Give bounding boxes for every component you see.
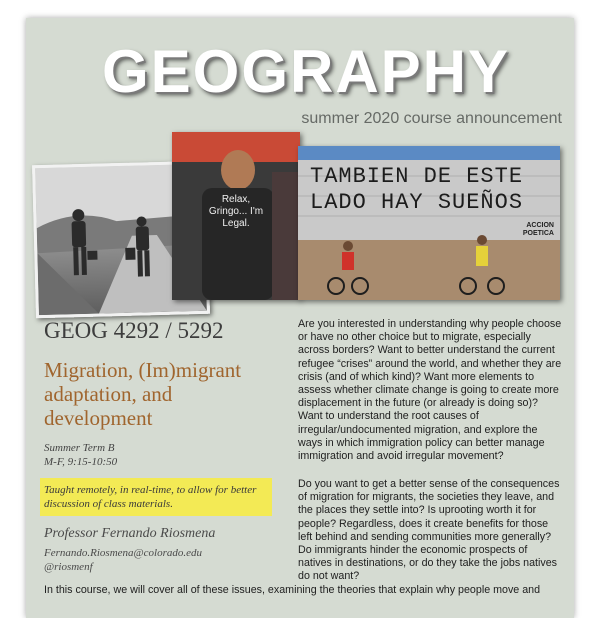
page-subtitle: summer 2020 course announcement [301, 110, 562, 127]
course-schedule [44, 441, 117, 469]
graffiti-wall-photo [298, 146, 560, 300]
description-paragraph-3: In this course, we will cover all of these issues, examining the theories that explain why people move and [44, 584, 541, 596]
graffiti-signature: ACCION POETICA [522, 222, 554, 237]
instructor-contact [44, 546, 202, 574]
remote-teaching-note: Taught remotely, in real-time, to allow for better discussion of class materials. [40, 478, 272, 516]
graffiti-line-1: TAMBIEN DE ESTE [310, 164, 524, 189]
description-paragraph-2: Do you want to get a better sense of the consequences of migration for migrants, the societies they leave, and the places they settle into? Is uprooting worth it for people? Regardless, does it create benefits for those left behind and sending communities more generally? Do immigrants hinder the economic prospects of natives in destinations, or do they take the jobs natives do not want? [298, 478, 560, 583]
tshirt-slogan: Relax, Gringo... I'm Legal. [208, 194, 264, 229]
page-title: GEOGRAPHY [101, 38, 511, 105]
graffiti-line-2: LADO HAY SUEÑOS [310, 190, 524, 215]
term-label: Summer Term B [44, 442, 115, 454]
instructor-name: Professor Fernando Riosmena [44, 526, 216, 541]
tshirt-man-photo [172, 132, 300, 300]
course-code: GEOG 4292 / 5292 [44, 318, 224, 343]
announcement-page [26, 18, 574, 618]
course-title: Migration, (Im)migrant adaptation, and development [44, 358, 242, 430]
instructor-handle[interactable]: @riosmenf [44, 561, 93, 573]
description-paragraph-1: Are you interested in understanding why people choose or have no other choice but to migrate, especially across borders? Want to better understand the current refugee “crises” around the world, and whether they are crisis (and of which kind)? Want more elements to assess whether climate change is going to create more displacement in the future (or already is doing so)? Want to understand the root causes of irregular/undocumented migration, and explore the ways in which immigration policy can better manage immigration and avoid irregular movement? [298, 318, 562, 463]
instructor-email[interactable]: Fernando.Riosmena@colorado.edu [44, 547, 202, 559]
meeting-times: M-F, 9:15-10:50 [44, 456, 118, 468]
